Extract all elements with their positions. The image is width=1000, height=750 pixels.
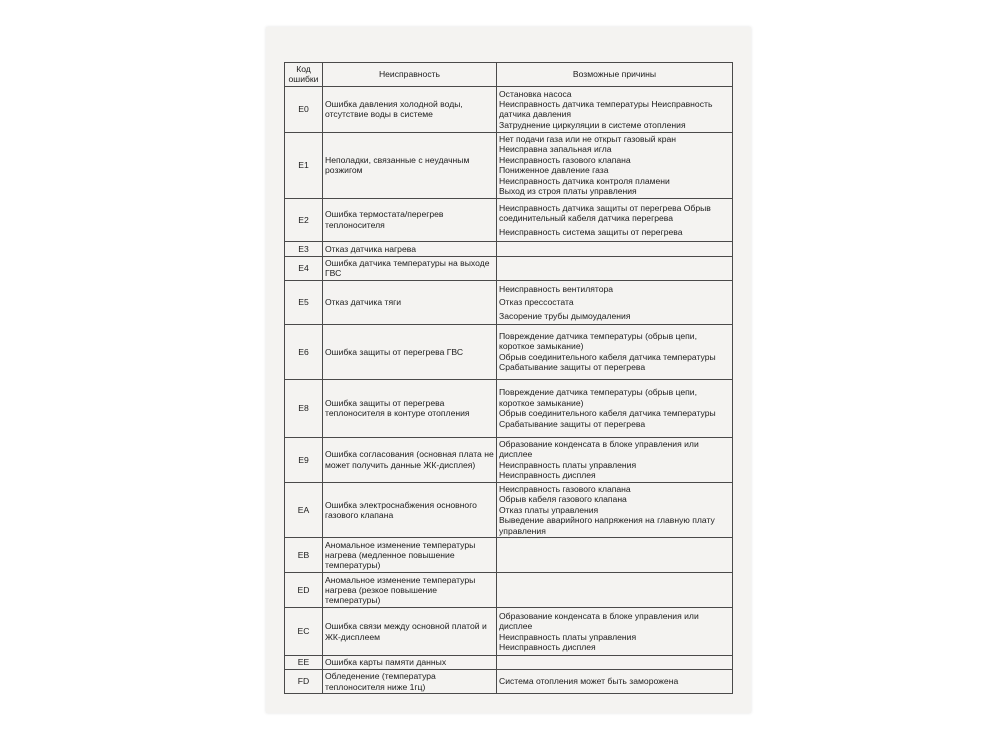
table-row [285, 482, 733, 537]
table-row [285, 241, 733, 256]
error-code-table [284, 62, 733, 694]
possible-causes-cell [497, 379, 733, 437]
cause-line: Неисправность датчика контроля пламени [499, 175, 670, 186]
cause-line: Неисправность датчика защиты от перегрева Обрыв соединительный кабеля датчика перегрева [499, 202, 711, 224]
fault-description-cell: Отказ датчика тяги [323, 280, 497, 324]
cause-line: Неисправность дисплея [499, 642, 596, 653]
cause-line: Срабатывание защиты от перегрева [499, 418, 646, 429]
table-row [285, 573, 733, 608]
fault-description-cell: Ошибка связи между основной платой и ЖК-дисплеем [323, 608, 497, 656]
cause-line: Образование конденсата в блоке управления или дисплее [499, 438, 699, 460]
cause-line: Срабатывание защиты от перегрева [499, 362, 646, 373]
cause-line: Образование конденсата в блоке управления или дисплее [499, 610, 699, 632]
cause-line: Пониженное давление газа [499, 165, 609, 176]
header-causes: Возможные причины [497, 63, 733, 87]
error-code-cell: ED [285, 573, 323, 608]
error-code-cell: E4 [285, 256, 323, 280]
possible-causes-cell [497, 656, 733, 670]
header-fault: Неисправность [323, 63, 497, 87]
error-code-cell: E1 [285, 132, 323, 198]
cause-line: Система отопления может быть заморожена [499, 676, 679, 687]
possible-causes-cell [497, 437, 733, 482]
table-row [285, 670, 733, 694]
possible-causes-cell [497, 538, 733, 573]
cause-line: Неисправность система защиты от перегрева [499, 226, 683, 237]
table-header-row [285, 63, 733, 87]
table-row [285, 608, 733, 656]
possible-causes-cell [497, 324, 733, 379]
fault-description-cell: Ошибка электроснабжения основного газового клапана [323, 482, 497, 537]
error-code-cell: EA [285, 482, 323, 537]
fault-description-cell: Ошибка термостата/перегрев теплоносителя [323, 198, 497, 241]
cause-line: Неисправность газового клапана [499, 154, 631, 165]
fault-description-cell: Ошибка карты памяти данных [323, 656, 497, 670]
error-code-cell: E5 [285, 280, 323, 324]
fault-description-cell: Ошибка согласования (основная плата не может получить данные ЖК-дисплея) [323, 437, 497, 482]
possible-causes-cell [497, 573, 733, 608]
error-code-cell: FD [285, 670, 323, 694]
possible-causes-cell [497, 198, 733, 241]
fault-description-cell: Отказ датчика нагрева [323, 241, 497, 256]
error-code-cell: EC [285, 608, 323, 656]
table-row [285, 379, 733, 437]
error-code-cell: E0 [285, 86, 323, 132]
cause-line: Отказ прессостата [499, 297, 574, 308]
cause-line: Неисправность платы управления [499, 459, 637, 470]
possible-causes-cell [497, 241, 733, 256]
table-row [285, 656, 733, 670]
cause-line: Затруднение циркуляции в системе отопления [499, 119, 686, 130]
cause-line: Неисправность вентилятора [499, 283, 614, 294]
fault-description-cell: Ошибка датчика температуры на выходе ГВС [323, 256, 497, 280]
possible-causes-cell [497, 256, 733, 280]
error-code-cell: E2 [285, 198, 323, 241]
cause-line: Отказ платы управления [499, 504, 599, 515]
header-code: Код ошибки [285, 63, 323, 87]
table-row [285, 538, 733, 573]
table-row [285, 132, 733, 198]
document-sheet [266, 27, 751, 713]
cause-line: Остановка насоса [499, 88, 572, 99]
possible-causes-cell [497, 132, 733, 198]
cause-line: Выход из строя платы управления [499, 186, 637, 197]
table-row [285, 437, 733, 482]
error-code-cell: E6 [285, 324, 323, 379]
cause-line: Обрыв соединительного кабеля датчика температуры [499, 351, 716, 362]
cause-line: Обрыв соединительного кабеля датчика температуры [499, 408, 716, 419]
cause-line: Неисправность газового клапана [499, 483, 631, 494]
possible-causes-cell [497, 608, 733, 656]
error-code-cell: EE [285, 656, 323, 670]
possible-causes-cell [497, 670, 733, 694]
fault-description-cell: Обледенение (температура теплоносителя ниже 1гц) [323, 670, 497, 694]
possible-causes-cell [497, 482, 733, 537]
table-row [285, 280, 733, 324]
error-code-cell: EB [285, 538, 323, 573]
cause-line: Неисправна запальная игла [499, 144, 612, 155]
error-code-cell: E8 [285, 379, 323, 437]
cause-line: Нет подачи газа или не открыт газовый кран [499, 133, 677, 144]
cause-line: Засорение трубы дымоудаления [499, 310, 631, 321]
possible-causes-cell [497, 280, 733, 324]
error-code-cell: E3 [285, 241, 323, 256]
cause-line: Неисправность датчика температуры Неисправность датчика давления [499, 98, 713, 120]
table-row [285, 324, 733, 379]
fault-description-cell: Аномальное изменение температуры нагрева (медленное повышение температуры) [323, 538, 497, 573]
possible-causes-cell [497, 86, 733, 132]
cause-line: Неисправность дисплея [499, 470, 596, 481]
fault-description-cell: Ошибка защиты от перегрева теплоносителя в контуре отопления [323, 379, 497, 437]
fault-description-cell: Ошибка защиты от перегрева ГВС [323, 324, 497, 379]
fault-description-cell: Ошибка давления холодной воды, отсутствие воды в системе [323, 86, 497, 132]
error-code-cell: E9 [285, 437, 323, 482]
cause-line: Неисправность платы управления [499, 631, 637, 642]
table-row [285, 86, 733, 132]
cause-line: Выведение аварийного напряжения на главную плату управления [499, 515, 715, 536]
cause-line: Обрыв кабеля газового клапана [499, 494, 627, 505]
fault-description-cell: Неполадки, связанные с неудачным розжигом [323, 132, 497, 198]
table-row [285, 256, 733, 280]
table-row [285, 198, 733, 241]
fault-description-cell: Аномальное изменение температуры нагрева (резкое повышение температуры) [323, 573, 497, 608]
cause-line: Повреждение датчика температуры (обрыв цепи, короткое замыкание) [499, 330, 697, 352]
cause-line: Повреждение датчика температуры (обрыв цепи, короткое замыкание) [499, 387, 697, 408]
